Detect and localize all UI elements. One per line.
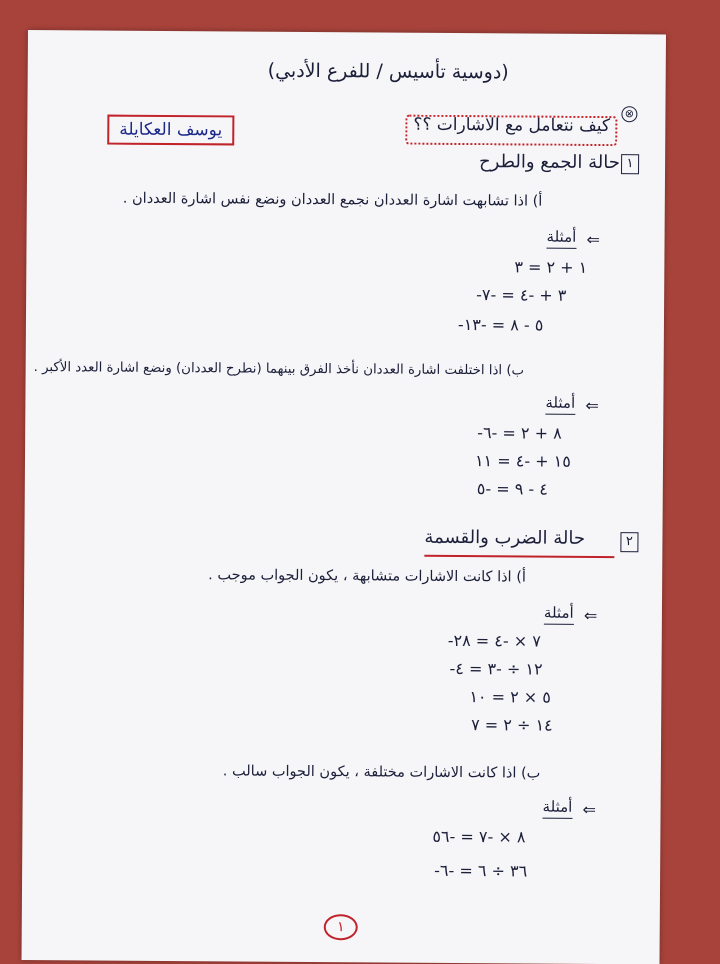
section2-examples-label-a: أمثلة	[543, 603, 574, 622]
examples-underline	[543, 818, 573, 819]
arrow-icon: ⇐	[582, 799, 597, 819]
examples-underline	[546, 248, 576, 249]
section2-example-b-1: ٨ × -٧ = -٥٦	[432, 826, 526, 847]
section1-example-b-1: -٨ + ٢ = -٦	[477, 423, 562, 443]
page-number: ١	[324, 914, 358, 940]
section2-rule-a: أ) اذا كانت الاشارات متشابهة ، يكون الجواب موجب .	[208, 567, 526, 586]
section1-examples-label-a: أمثلة	[546, 227, 577, 246]
section1-examples-label-b: أمثلة	[545, 393, 576, 412]
section1-rule-a: أ) اذا تشابهت اشارة العددان نجمع العددان ونضع نفس اشارة العددان .	[122, 190, 543, 210]
section2-example-a-2: -١٢ ÷ -٣ = ٤	[449, 658, 543, 679]
section1-rule-b: ب) اذا اختلفت اشارة العددان نأخذ الفرق بينهما (نطرح العددان) ونضع اشارة العدد الأكبر .	[33, 360, 525, 379]
section1-title: حالة الجمع والطرح	[479, 151, 620, 174]
section2-example-a-4: ١٤ ÷ ٢ = ٧	[471, 715, 553, 735]
document-title: (دوسية تأسيس / للفرع الأدبي)	[267, 59, 509, 84]
section2-title: حالة الضرب والقسمة	[424, 526, 586, 549]
section1-example-b-2: ١٥ + -٤ = ١١	[474, 451, 571, 471]
section1-example-b-3: ٤ - ٩ = -٥	[476, 479, 548, 499]
section2-example-a-3: ٥ × ٢ = ١٠	[469, 687, 551, 707]
section2-title-underline	[424, 555, 614, 558]
section2-number: ٢	[620, 532, 638, 552]
author-name: يوسف العكايلة	[107, 115, 234, 146]
section2-example-a-1: -٧ × -٤ = ٢٨	[447, 630, 541, 651]
examples-underline	[544, 624, 574, 625]
section1-example-a-1: ١ + ٢ = ٣	[514, 257, 588, 277]
section1-number: ١	[621, 154, 639, 174]
section2-rule-b: ب) اذا كانت الاشارات مختلفة ، يكون الجواب سالب .	[222, 763, 541, 782]
section2-example-b-2: -٣٦ ÷ ٦ = -٦	[434, 860, 528, 881]
question-heading: كيف نتعامل مع الاشارات ؟؟	[413, 114, 611, 137]
section2-examples-label-b: أمثلة	[542, 797, 573, 816]
examples-underline	[545, 414, 575, 415]
arrow-icon: ⇐	[586, 229, 601, 249]
section1-example-a-2: -٣ + -٤ = -٧	[476, 285, 567, 305]
bullet-icon: ⊗	[621, 106, 637, 122]
paper-sheet	[22, 30, 666, 964]
arrow-icon: ⇐	[583, 605, 598, 625]
arrow-icon: ⇐	[585, 395, 599, 415]
section1-example-a-3: -٥ - ٨ = -١٣	[457, 315, 544, 335]
